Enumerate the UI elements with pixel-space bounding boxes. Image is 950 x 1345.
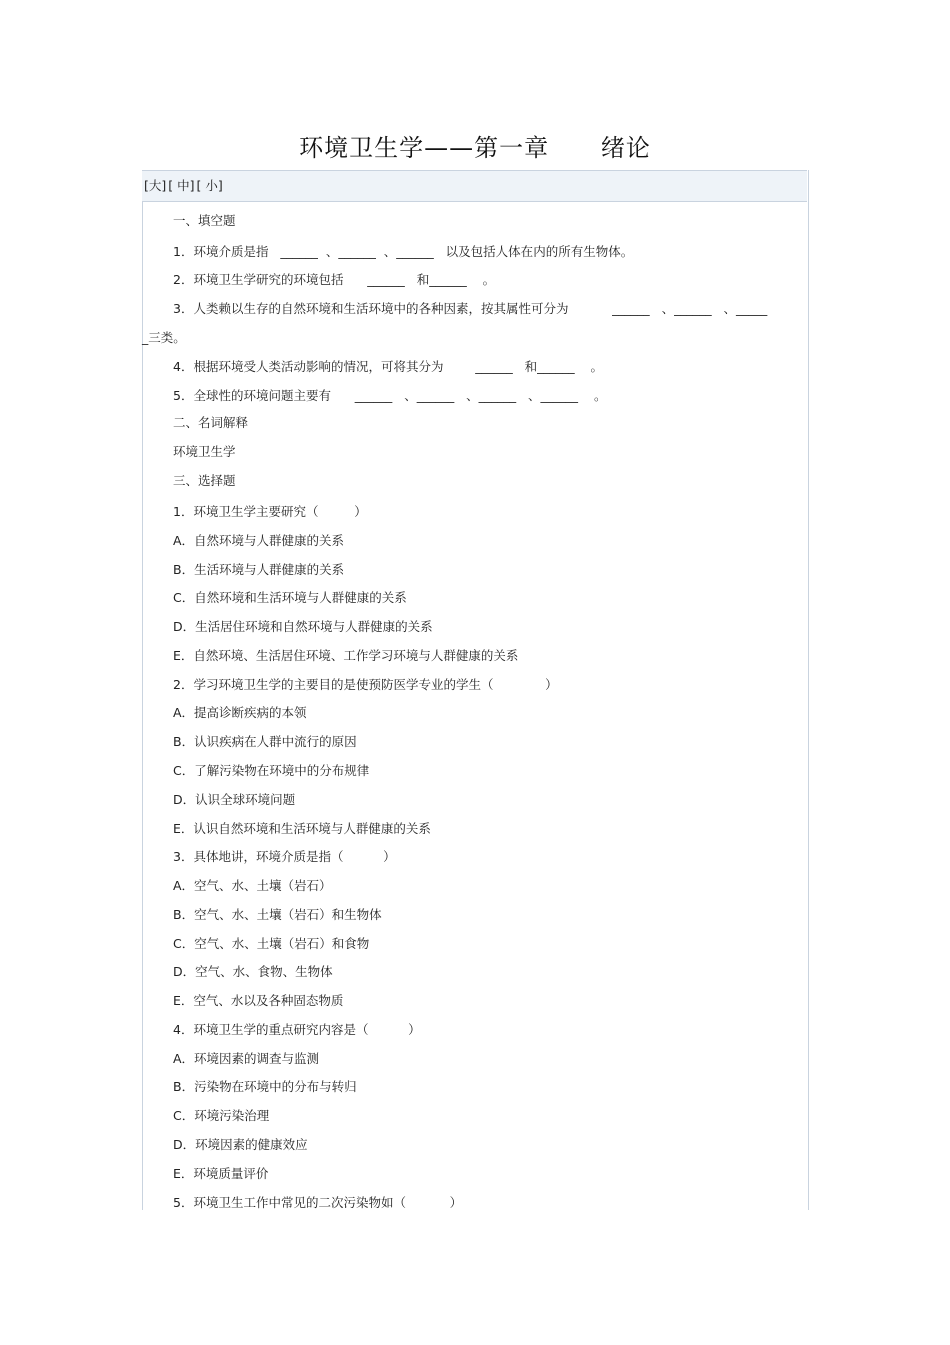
- option-line: D．环境因素的健康效应: [173, 1137, 308, 1152]
- option-line: B．认识疾病在人群中流行的原因: [173, 734, 357, 749]
- question-line: 2．学习环境卫生学的主要目的是使预防医学专业的学生（ ）: [173, 677, 558, 692]
- question-line: 5．环境卫生工作中常见的二次污染物如（ ）: [173, 1195, 463, 1210]
- option-line: A．提高诊断疾病的本领: [173, 705, 307, 720]
- question-line: 4．环境卫生学的重点研究内容是（ ）: [173, 1022, 421, 1037]
- option-line: A．环境因素的调查与监测: [173, 1051, 320, 1066]
- font-size-medium-link[interactable]: [ 中]: [168, 178, 195, 193]
- option-line: B．污染物在环境中的分布与转归: [173, 1079, 357, 1094]
- option-line: B．生活环境与人群健康的关系: [173, 562, 345, 577]
- question-line: 1．环境卫生学主要研究（ ）: [173, 504, 367, 519]
- question-line: 3．人类赖以生存的自然环境和生活环境中的各种因素，按其属性可分为 ______ 、______ 、_____: [173, 301, 768, 316]
- term-line: 环境卫生学: [173, 444, 236, 459]
- font-size-large-link[interactable]: [大]: [144, 178, 167, 193]
- section-heading: 一、填空题: [173, 213, 236, 228]
- question-line: 3．具体地讲，环境介质是指（ ）: [173, 849, 396, 864]
- question-line: 4．根据环境受人类活动影响的情况，可将其分为 ______ 和______ 。: [173, 359, 604, 374]
- option-line: D．空气、水、食物、生物体: [173, 964, 333, 979]
- page-title: 环境卫生学——第一章 绪论: [299, 134, 651, 162]
- font-size-toolbar: [142, 170, 807, 202]
- question-line: 5．全球性的环境问题主要有 ______ 、______ 、______ 、______ 。: [173, 388, 607, 403]
- question-line: 1．环境介质是指 ______ 、______ 、______ 以及包括人体在内的所有生物体。: [173, 244, 634, 259]
- option-line: B．空气、水、土壤（岩石）和生物体: [173, 907, 382, 922]
- option-line: C．了解污染物在环境中的分布规律: [173, 763, 370, 778]
- option-line: E．自然环境、生活居住环境、工作学习环境与人群健康的关系: [173, 648, 519, 663]
- option-line: A．自然环境与人群健康的关系: [173, 533, 345, 548]
- question-line-continued: _三类。: [142, 330, 186, 345]
- section-heading: 二、名词解释: [173, 415, 249, 430]
- question-line: 2．环境卫生学研究的环境包括 ______ 和______ 。: [173, 272, 496, 287]
- option-line: D．认识全球环境问题: [173, 792, 296, 807]
- font-size-small-link[interactable]: [ 小]: [196, 178, 223, 193]
- section-heading: 三、选择题: [173, 473, 236, 488]
- option-line: C．空气、水、土壤（岩石）和食物: [173, 936, 370, 951]
- option-line: A．空气、水、土壤（岩石）: [173, 878, 332, 893]
- option-line: E．空气、水以及各种固态物质: [173, 993, 344, 1008]
- option-line: E．认识自然环境和生活环境与人群健康的关系: [173, 821, 431, 836]
- option-line: D．生活居住环境和自然环境与人群健康的关系: [173, 619, 433, 634]
- option-line: C．环境污染治理: [173, 1108, 270, 1123]
- option-line: E．环境质量评价: [173, 1166, 269, 1181]
- option-line: C．自然环境和生活环境与人群健康的关系: [173, 590, 407, 605]
